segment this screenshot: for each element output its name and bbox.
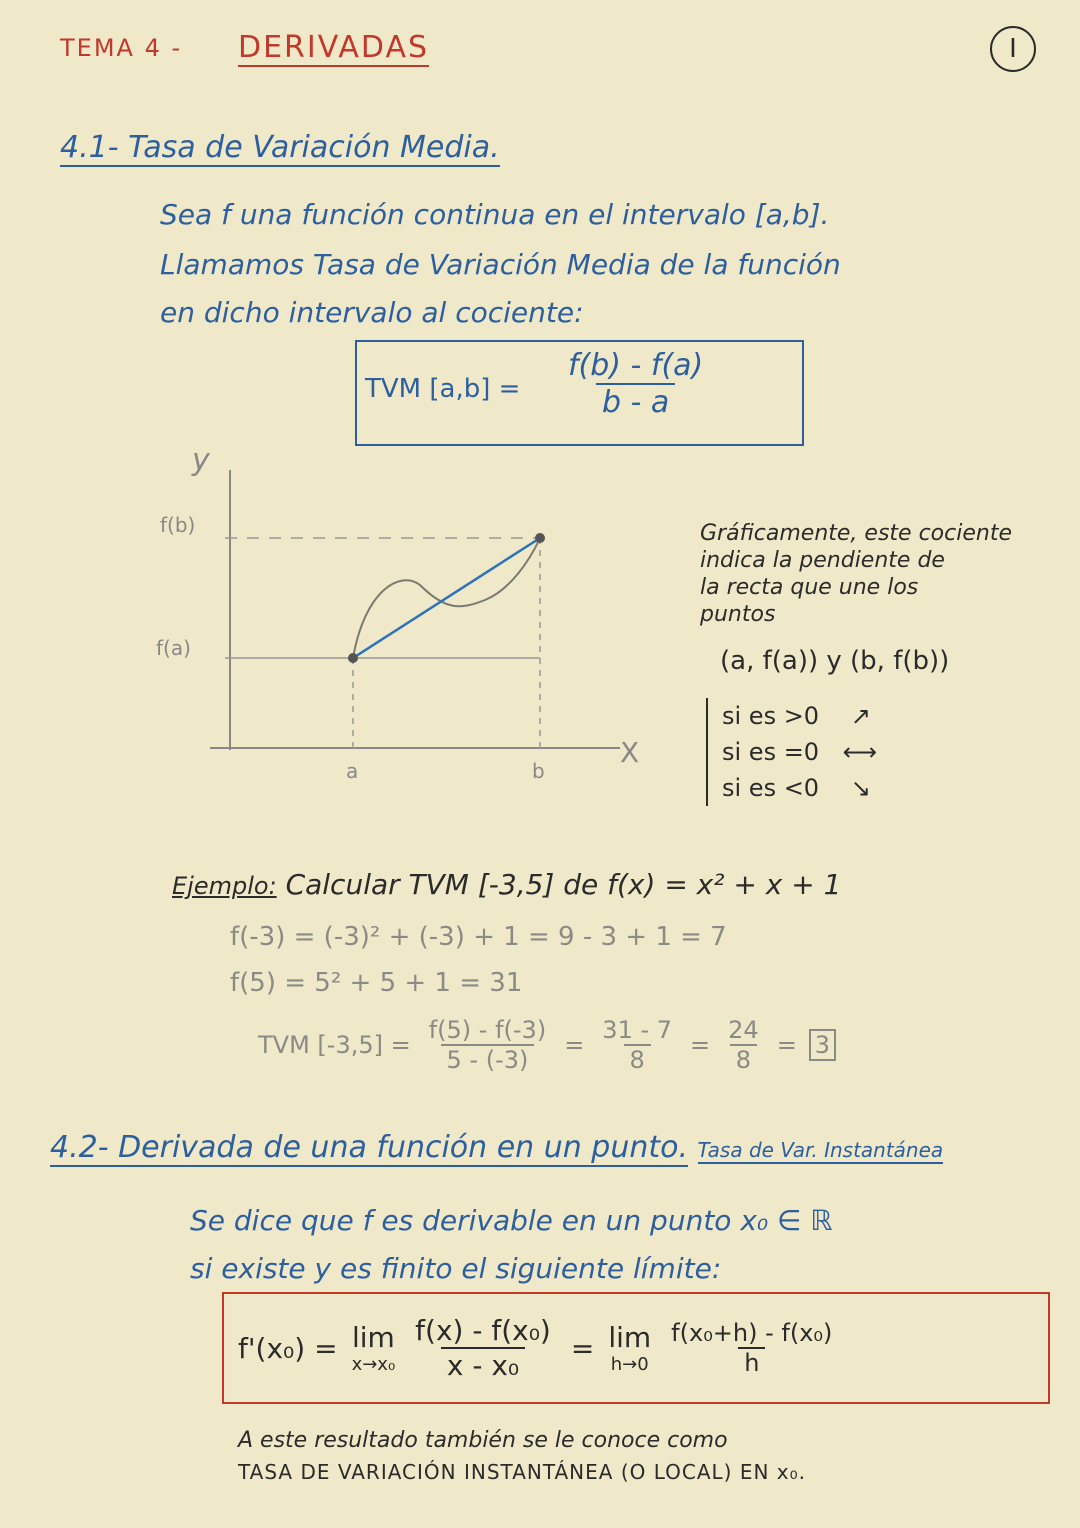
- case-positive: [722, 698, 877, 734]
- fraction-2: [665, 1319, 838, 1377]
- page-number: I: [990, 26, 1036, 72]
- tvm-formula-box: [355, 340, 804, 446]
- a-label: a: [346, 759, 359, 783]
- lim: lim: [608, 1321, 652, 1354]
- derivative-lhs: f'(x₀) =: [238, 1331, 338, 1365]
- example-line-1: f(-3) = (-3)² + (-3) + 1 = 9 - 3 + 1 = 7: [230, 922, 727, 952]
- secant-line: [353, 538, 540, 658]
- topic-number: TEMA 4 -: [60, 34, 183, 62]
- x-label: X: [620, 736, 640, 769]
- lim: lim: [351, 1321, 395, 1354]
- footer-line-1: A este resultado también se le conoce como: [238, 1428, 728, 1453]
- y-label: y: [192, 443, 210, 478]
- fa-label: f(a): [156, 636, 191, 660]
- graph-note: [700, 520, 1012, 628]
- denominator: 5 - (-3): [441, 1044, 535, 1074]
- example-statement: [172, 868, 841, 901]
- tvm-lhs: TVM [-3,5] =: [258, 1031, 411, 1059]
- case-label: si es =0: [722, 738, 820, 766]
- formula-fraction: [562, 348, 709, 420]
- text-line: Llamamos Tasa de Variación Media de la función: [160, 248, 841, 281]
- result-box: 3: [809, 1029, 836, 1061]
- fraction-1: [409, 1314, 557, 1382]
- arrow-down-right-icon: ↘: [850, 774, 871, 802]
- numerator: f(5) - f(-3): [428, 1016, 547, 1044]
- fb-label: f(b): [160, 513, 196, 537]
- lim-sub: h→0: [610, 1354, 649, 1375]
- footer-line-2: TASA DE VARIACIÓN INSTANTÁNEA (O LOCAL) EN x₀.: [238, 1460, 807, 1484]
- point-a: [348, 653, 358, 663]
- text-line: Sea f una función continua en el intervalo [a,b].: [160, 198, 830, 231]
- case-negative: [722, 770, 877, 806]
- limit-1: [352, 1321, 396, 1375]
- b-label: b: [532, 759, 545, 783]
- denominator: h: [738, 1347, 765, 1377]
- note-line: la recta que une los: [700, 575, 919, 600]
- numerator: 31 - 7: [602, 1016, 673, 1044]
- slope-cases: [706, 698, 877, 806]
- example-tvm-calc: TVM [-3,5] = $\frac{f(5) - f(-3)}{5 - (-3)}$ = $\frac{31 - 7}{8}$ = $\frac{24}{8}$ = 3: [258, 1016, 836, 1074]
- denominator: 8: [624, 1044, 651, 1074]
- text-line: en dicho intervalo al cociente:: [160, 296, 584, 329]
- case-label: si es >0: [722, 702, 820, 730]
- text-line: si existe y es finito el siguiente límite:: [190, 1252, 722, 1285]
- formula-numerator: f(b) - f(a): [568, 348, 704, 383]
- page-title: DERIVADAS: [238, 30, 430, 65]
- numerator: f(x₀+h) - f(x₀): [671, 1319, 833, 1347]
- section-heading-4-2: [50, 1130, 943, 1165]
- numerator: f(x) - f(x₀): [415, 1314, 551, 1347]
- denominator: 8: [730, 1044, 757, 1074]
- note-line: Gráficamente, este cociente: [700, 521, 1012, 546]
- arrow-up-right-icon: ↗: [850, 702, 871, 730]
- fraction-3: [722, 1016, 765, 1074]
- example-problem: Calcular TVM [-3,5] de f(x) = x² + x + 1: [285, 868, 842, 901]
- case-zero: [722, 734, 877, 770]
- arrow-left-right-icon: ⟷: [842, 738, 878, 766]
- case-label: si es <0: [722, 774, 820, 802]
- note-line: puntos: [700, 602, 776, 627]
- text-line: Se dice que f es derivable en un punto x₀ ∈ ℝ: [190, 1204, 833, 1237]
- limit-2: [608, 1321, 651, 1375]
- point-b: [535, 533, 545, 543]
- heading-text: 4.2- Derivada de una función en un punto.: [50, 1130, 688, 1165]
- tvm-graph: [150, 440, 670, 800]
- numerator: 24: [728, 1016, 759, 1044]
- note-line: indica la pendiente de: [700, 548, 945, 573]
- section-heading-4-1: 4.1- Tasa de Variación Media.: [60, 130, 500, 165]
- fraction-2: [596, 1016, 678, 1074]
- heading-extra: Tasa de Var. Instantánea: [697, 1138, 944, 1162]
- denominator: x - x₀: [441, 1347, 525, 1382]
- derivative-formula-box: [222, 1292, 1050, 1404]
- fraction-1: [423, 1016, 552, 1074]
- lim-sub: x→x₀: [351, 1354, 396, 1375]
- formula-denominator: b - a: [596, 383, 675, 420]
- formula-lhs: TVM [a,b] =: [365, 374, 521, 404]
- example-line-2: f(5) = 5² + 5 + 1 = 31: [230, 968, 523, 998]
- example-label: Ejemplo:: [172, 872, 277, 900]
- points-text: (a, f(a)) y (b, f(b)): [720, 646, 950, 676]
- equals: =: [570, 1331, 595, 1365]
